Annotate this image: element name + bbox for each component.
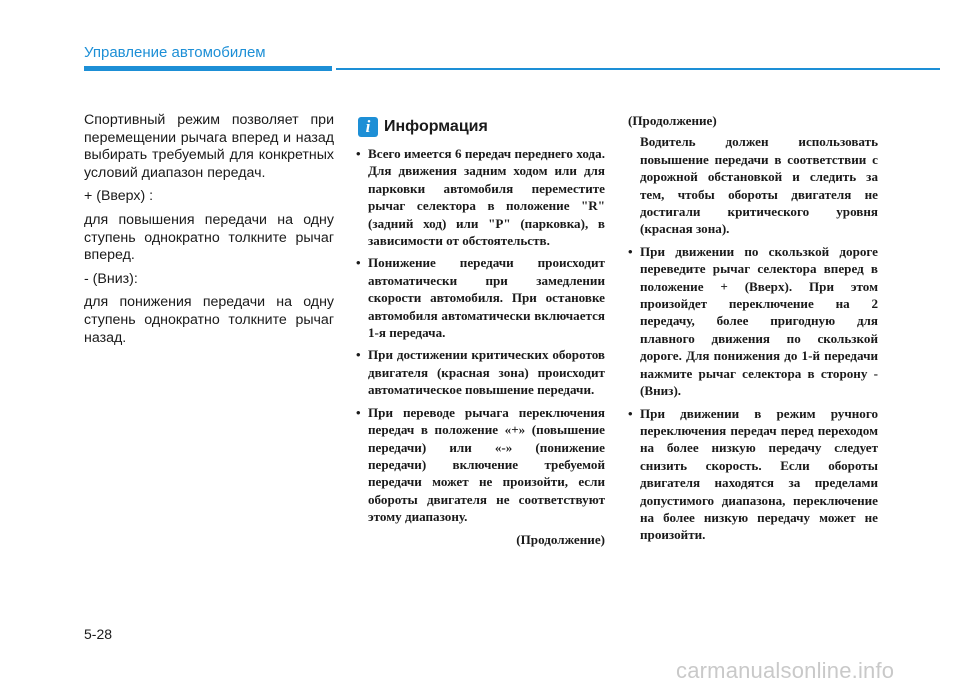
bullet-dot: • [356,255,361,271]
info-bullet-text: При достижении критических оборотов двигателя (красная зона) происходит автоматическое повышение передачи. [368,347,605,398]
info-bullet-text: Всего имеется 6 передач переднего хода. Для движения задним ходом или для парковки автомобиля переместите рычаг селектора в положение "R" (задний ход) или "P" (парковка), в зависимости от обстоятельств. [368,146,605,249]
watermark: carmanualsonline.info [676,658,895,683]
info-column [356,145,605,548]
body-paragraph: - (Вниз): [84,270,138,287]
bullet-dot: • [356,404,361,420]
page-number: 5-28 [84,626,113,642]
bullet-dot: • [356,347,361,363]
info-bullet [628,243,878,400]
right-column [628,112,878,549]
lead-paragraph: Водитель должен использовать повышение передачи в соответствии с дорожной обстановкой и следить за тем, чтобы обороты двигателя не достигали критического уровня (красная зона). [640,134,878,237]
left-column [84,112,334,353]
bullet-dot: • [628,243,633,259]
info-bullet [628,405,878,544]
body-paragraph: Спортивный режим позволяет при перемещении рычага вперед и назад выбирать требуемый для конкретных условий диапазон передач. [84,112,334,181]
continued-heading: (Продолжение) [628,113,717,128]
info-bullet-text: При переводе рычага переключения передач в положение «+» (повышение передачи) или «-» (понижение передачи) включение требуемой передачи может не произойти, если обороты двигателя не соответствуют этому диапазону. [368,404,605,525]
info-bullet-text: Понижение передачи происходит автоматически при замедлении скорости автомобиля. При остановке автомобиля автоматически включается 1-я передача. [368,255,605,341]
header-rule-thick [84,66,332,71]
info-bullet [356,254,605,341]
body-paragraph: для повышения передачи на одну ступень однократно толкните рычаг вперед. [84,211,334,264]
info-bullet-text: При движении по скользкой дороге переведите рычаг селектора вперед в положение + (Вверх). При этом произойдет переключение на 2 передачу, более пригодную для плавного движения по скользкой дороге. Для понижения до 1-й передачи нажмите рычаг селектора в сторону - (Вниз). [640,243,878,399]
info-bullet [356,346,605,398]
info-icon: i [358,117,378,137]
bullet-dot: • [628,405,633,421]
body-paragraph: + (Вверх) : [84,188,154,205]
section-title: Управление автомобилем [84,44,266,61]
info-bullet-text: При движении в режим ручного переключения передач перед переходом на более низкую передачу следует снизить скорость. Если обороты двигателя находятся за пределами допустимого диапазона, переключение на более низкую передачу может не произойти. [640,405,878,543]
header-rule-thin [336,68,940,70]
info-title: Информация [384,118,488,135]
info-bullet [356,404,605,526]
body-paragraph: для понижения передачи на одну ступень однократно толкните рычаг назад. [84,294,334,346]
bullet-dot: • [356,146,361,161]
continued-note: (Продолжение) [516,531,605,547]
info-bullet [356,145,605,249]
info-header [358,115,488,139]
